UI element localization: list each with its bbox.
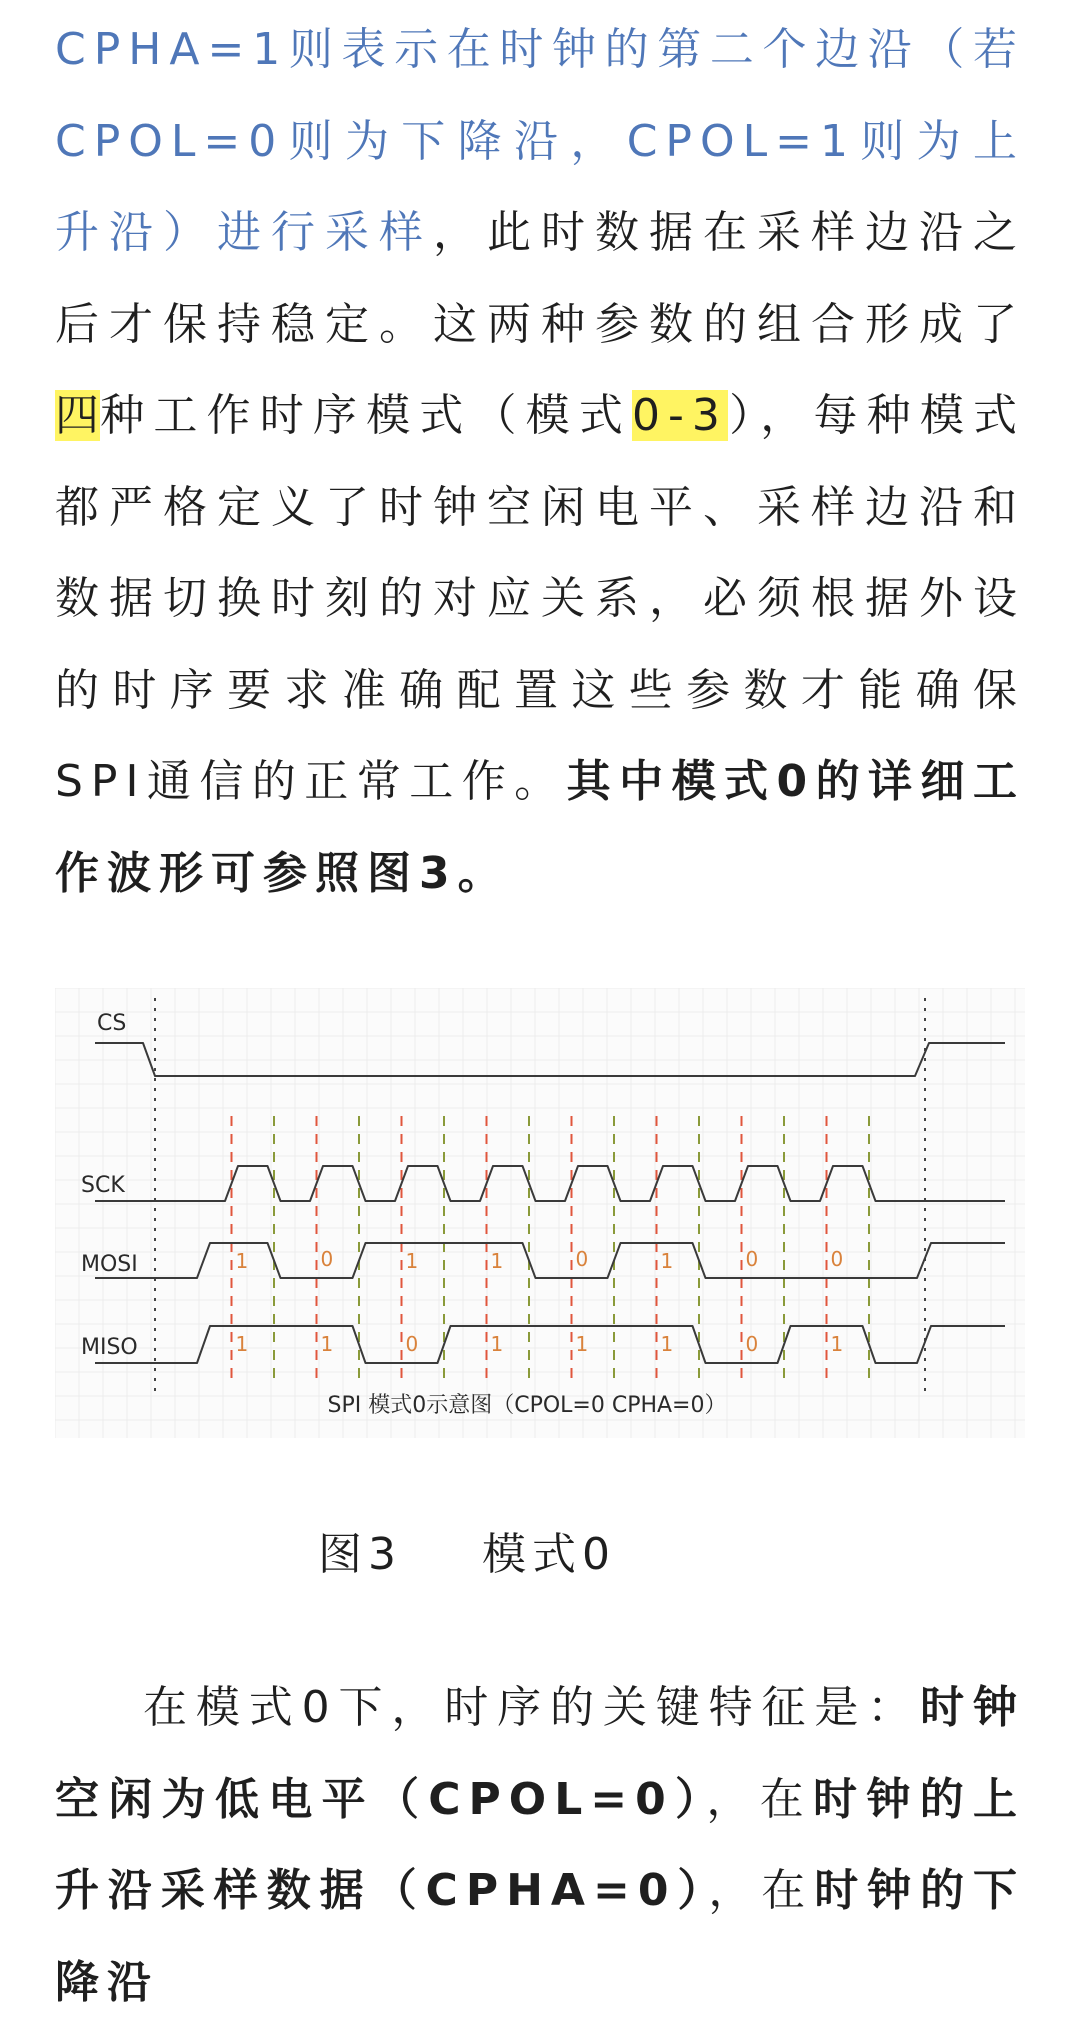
cpha-definition-text: CPHA=1则表示在时钟的第二个边沿（若CPOL=0则为下降沿，CPOL=1则为上升沿）进行采样 — [55, 24, 1025, 258]
miso-bit-label: 0 — [405, 1332, 419, 1356]
signal-label-mosi: MOSI — [81, 1252, 138, 1277]
paragraph-mode0 — [55, 1662, 1025, 2028]
miso-bit-label: 1 — [575, 1332, 589, 1356]
paragraph-text: ，此时数据在采样边沿之后才保持稳定。这两种参数的组合形成了 — [55, 207, 1025, 350]
mosi-bit-label: 0 — [320, 1247, 334, 1271]
signal-label-cs: CS — [97, 1011, 127, 1036]
miso-bit-label: 1 — [830, 1332, 844, 1356]
miso-bit-label: 1 — [235, 1332, 249, 1356]
bold-idle-low: 时钟空闲为低电平（CPOL=0） — [55, 1682, 1025, 1825]
spi-timing-diagram — [55, 988, 1025, 1438]
miso-bit-label: 0 — [745, 1332, 759, 1356]
bold-falling-edge: 时钟的下降沿 — [55, 1865, 1026, 2008]
paragraph-text: 种工作时序模式（模式 — [100, 390, 633, 441]
highlight-mode-range: 0-3 — [632, 390, 728, 441]
mosi-bit-label: 0 — [575, 1247, 589, 1271]
paragraph-cpha — [55, 4, 1025, 919]
spi-mode0-figure — [55, 988, 1025, 1438]
mosi-bit-label: 1 — [490, 1249, 504, 1273]
paragraph-text: ，在 — [706, 1773, 814, 1825]
signal-label-sck: SCK — [81, 1173, 125, 1198]
miso-bit-label: 1 — [490, 1332, 504, 1356]
mosi-bit-label: 0 — [745, 1247, 759, 1271]
paragraph-text: ），每种模式都严格定义了时钟空闲电平、采样边沿和数据切换时刻的对应关系，必须根据外设的时序要求准确配置这些参数才能确保SPI通信的正常工作。 — [55, 390, 1026, 807]
figure-title: SPI 模式0示意图（CPOL=0 CPHA=0） — [327, 1393, 727, 1418]
article-body — [55, 0, 1025, 919]
grid — [55, 988, 1025, 1438]
miso-bit-label: 1 — [320, 1332, 334, 1356]
mosi-bit-label: 1 — [235, 1249, 249, 1273]
mosi-bit-label: 1 — [405, 1249, 419, 1273]
paragraph-text: 在模式0下，时序的关键特征是： — [143, 1682, 921, 1733]
bold-rising-sample: 时钟的上升沿采样数据（CPHA=0） — [55, 1773, 1026, 1916]
mosi-bit-label: 1 — [660, 1249, 674, 1273]
signal-label-miso: MISO — [81, 1335, 138, 1360]
paragraph-text: ，在 — [708, 1865, 815, 1916]
figure-reference-bold: 其中模式0的详细工作波形可参照图3。 — [55, 756, 1025, 899]
bit-labels — [236, 1247, 844, 1356]
highlight-four: 四 — [55, 390, 101, 441]
figure-caption: 图3 模式0 — [318, 1529, 616, 1580]
miso-bit-label: 1 — [660, 1332, 674, 1356]
signal-labels — [81, 1011, 138, 1360]
mosi-bit-label: 0 — [830, 1247, 844, 1271]
